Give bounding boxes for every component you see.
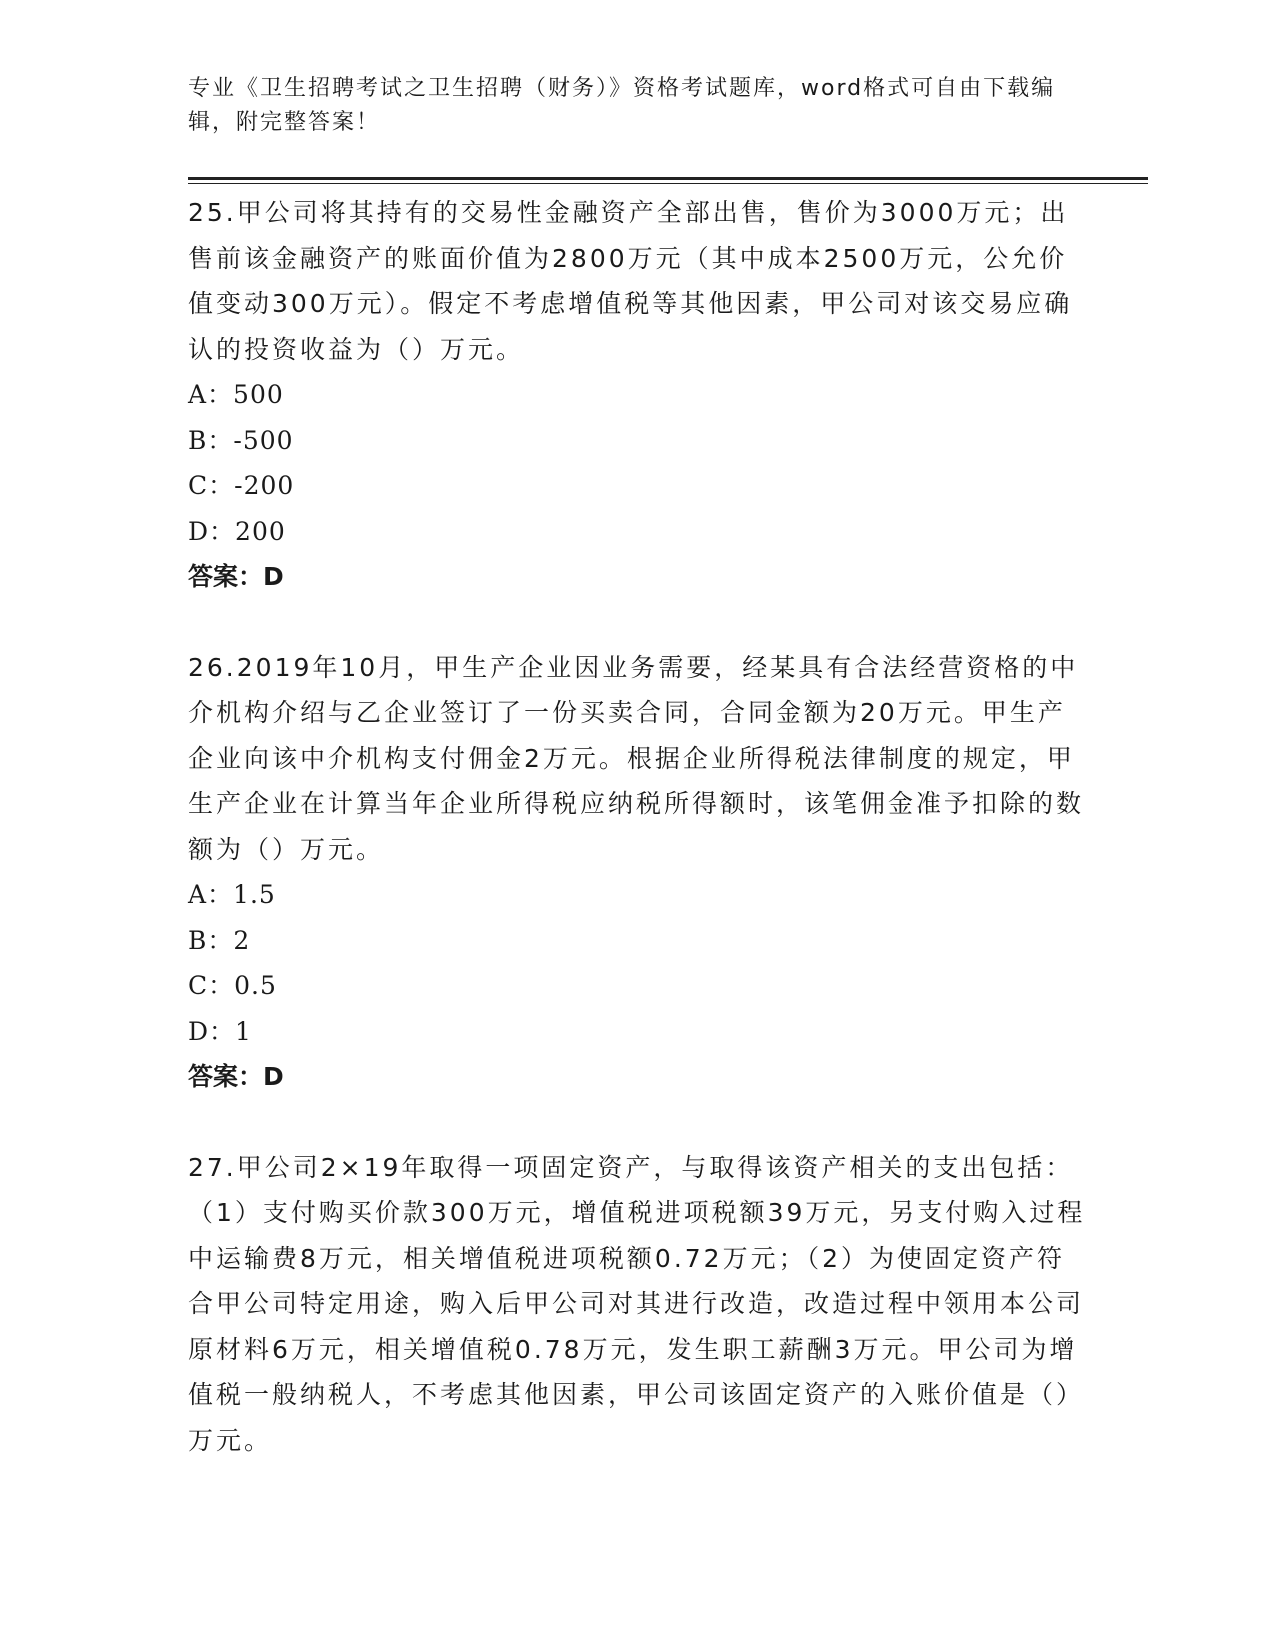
- question-stem: 25.甲公司将其持有的交易性金融资产全部出售，售价为3000万元；出售前该金融资产的账面价值为2800万元（其中成本2500万元，公允价值变动300万元）。假定不考虑增值税等其他因素，甲公司对该交易应确认的投资收益为（）万元。: [188, 198, 1073, 364]
- question-stem: 27.甲公司2×19年取得一项固定资产，与取得该资产相关的支出包括：（1）支付购买价款300万元，增值税进项税额39万元，另支付购入过程中运输费8万元，相关增值税进项税额0.72万元；（2）为使固定资产符合甲公司特定用途，购入后甲公司对其进行改造，改造过程中领用本公司原材料6万元，相关增值税0.78万元，发生职工薪酬3万元。甲公司为增值税一般纳税人，不考虑其他因素，甲公司该固定资产的入账价值是（）万元。: [188, 1152, 1086, 1455]
- question-25: [188, 190, 1088, 600]
- option-a: A：1.5: [188, 880, 276, 909]
- document-header: 专业《卫生招聘考试之卫生招聘（财务）》资格考试题库，word格式可自由下载编辑，附完整答案！: [188, 76, 1056, 135]
- header-divider-thick: [188, 177, 1148, 180]
- question-26: [188, 645, 1088, 1100]
- option-d: D：200: [188, 516, 286, 546]
- question-stem: 26.2019年10月，甲生产企业因业务需要，经某具有合法经营资格的中介机构介绍与乙企业签订了一份买卖合同，合同金额为20万元。甲生产企业向该中介机构支付佣金2万元。根据企业所得税法律制度的规定，甲生产企业在计算当年企业所得税应纳税所得额时，该笔佣金准予扣除的数额为（）万元。: [188, 652, 1085, 864]
- option-d: D：1: [188, 1016, 252, 1046]
- option-a: A：500: [188, 380, 284, 409]
- question-gap: [188, 1100, 1088, 1145]
- answer: 答案：D: [188, 562, 284, 591]
- question-list: [188, 190, 1088, 1463]
- option-b: B：-500: [188, 425, 294, 455]
- question-27: [188, 1145, 1088, 1464]
- answer: 答案：D: [188, 1062, 284, 1091]
- question-gap: [188, 600, 1088, 645]
- header-divider-thin: [188, 183, 1148, 184]
- option-c: C：0.5: [188, 971, 277, 1000]
- option-b: B：2: [188, 925, 251, 955]
- option-c: C：-200: [188, 471, 295, 500]
